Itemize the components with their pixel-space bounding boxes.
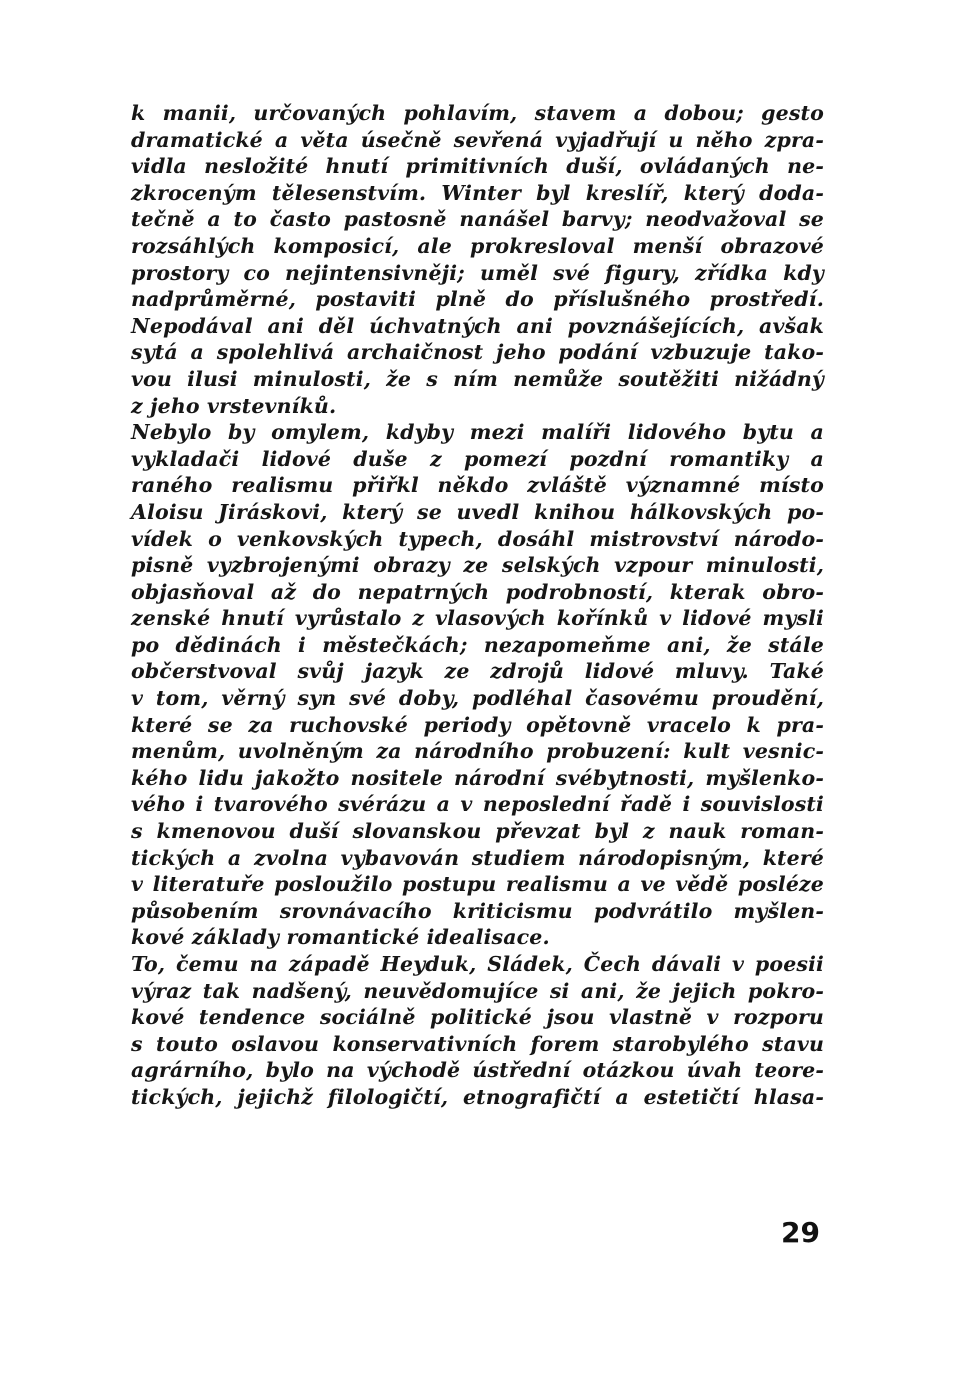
paragraph-end-line: kové základy romantické idealisace.	[131, 925, 550, 950]
text-line: tečně a to často pastosně nanášel barvy; neodvažoval se	[131, 207, 824, 232]
text-line: nadprůměrné, postaviti plně do příslušného prostředí.	[131, 287, 824, 312]
text-line: působením srovnávacího kriticismu podvrátilo myšlen-	[131, 898, 824, 923]
text-line: raného realismu přiřkl někdo zvláště významné místo	[131, 473, 824, 498]
page-number: 29	[781, 1216, 820, 1249]
text-line: které se za ruchovské periody opětovně vracelo k pra-	[131, 712, 824, 737]
text-line: občerstvoval svůj jazyk ze zdrojů lidové mluvy. Také	[131, 659, 824, 684]
text-line: tických, jejichž filologičtí, etnografičtí a estetičtí hlasa-	[131, 1084, 824, 1109]
text-line: To, čemu na západě Heyduk, Sládek, Čech dávali v poesii	[131, 952, 824, 976]
text-line: sytá a spolehlivá archaičnost jeho podání vzbuzuje tako-	[131, 340, 824, 365]
text-line: s touto oslavou konservativních forem starobylého stavu	[131, 1031, 824, 1056]
text-line: v literatuře posloužilo postupu realismu a ve vědě posléze	[131, 872, 824, 897]
text-line: agrárního, bylo na východě ústřední otázkou úvah teore-	[131, 1058, 824, 1083]
text-line: s kmenovou duší slovanskou převzat byl z nauk roman-	[131, 819, 824, 844]
text-line: výraz tak nadšený, neuvědomujíce si ani, že jejich pokro-	[131, 978, 824, 1003]
text-line: kové tendence sociálně politické jsou vlastně v rozporu	[131, 1005, 824, 1030]
text-line: kého lidu jakožto nositele národní svébytnosti, myšlenko-	[131, 765, 824, 790]
text-line: objasňoval až do nepatrných podrobností, kterak obro-	[131, 579, 824, 604]
text-line: zenské hnutí vyrůstalo z vlasových kořínků v lidové mysli	[131, 606, 824, 631]
text-line: v tom, věrný syn své doby, podléhal časovému proudění,	[131, 686, 824, 711]
text-line: Nebylo by omylem, kdyby mezi malíři lidového bytu a	[131, 420, 824, 445]
text-line: dramatické a věta úsečně sevřená vyjadřují u něho zpra-	[131, 127, 824, 152]
text-line: tických a zvolna vybavován studiem národopisným, které	[131, 845, 824, 870]
text-line: pisně vyzbrojenými obrazy ze selských vzpour minulosti,	[131, 553, 824, 578]
text-line: vídek o venkovských typech, dosáhl mistrovství národo-	[131, 526, 824, 551]
paragraph-end-line: z jeho vrstevníků.	[131, 393, 337, 418]
text-line: vykladači lidové duše z pomezí pozdní romantiky a	[131, 446, 824, 471]
text-line: zkroceným tělesenstvím. Winter byl kreslíř, který doda-	[131, 180, 824, 205]
text-line: vou ilusi minulosti, že s ním nemůže soutěžiti nižádný	[131, 366, 824, 391]
text-line: vého i tvarového svérázu a v neposlední řadě i souvislosti	[131, 792, 824, 817]
text-line: rozsáhlých komposicí, ale prokresloval menší obrazové	[131, 233, 824, 258]
body-text	[131, 100, 824, 1111]
text-line: Nepodával ani děl úchvatných ani povznášejících, avšak	[131, 313, 824, 338]
text-line: prostory co nejintensivněji; uměl své figury, zřídka kdy	[131, 260, 824, 285]
text-line: po dědinách i městečkách; nezapomeňme ani, že stále	[131, 632, 824, 657]
text-line: Aloisu Jiráskovi, který se uvedl knihou hálkovských po-	[131, 499, 824, 524]
text-line: menům, uvolněným za národního probuzení: kult vesnic-	[131, 739, 824, 764]
text-line: vidla nesložité hnutí primitivních duší, ovládaných ne-	[131, 154, 824, 179]
text-line: k manii, určovaných pohlavím, stavem a dobou; gesto	[131, 101, 824, 125]
